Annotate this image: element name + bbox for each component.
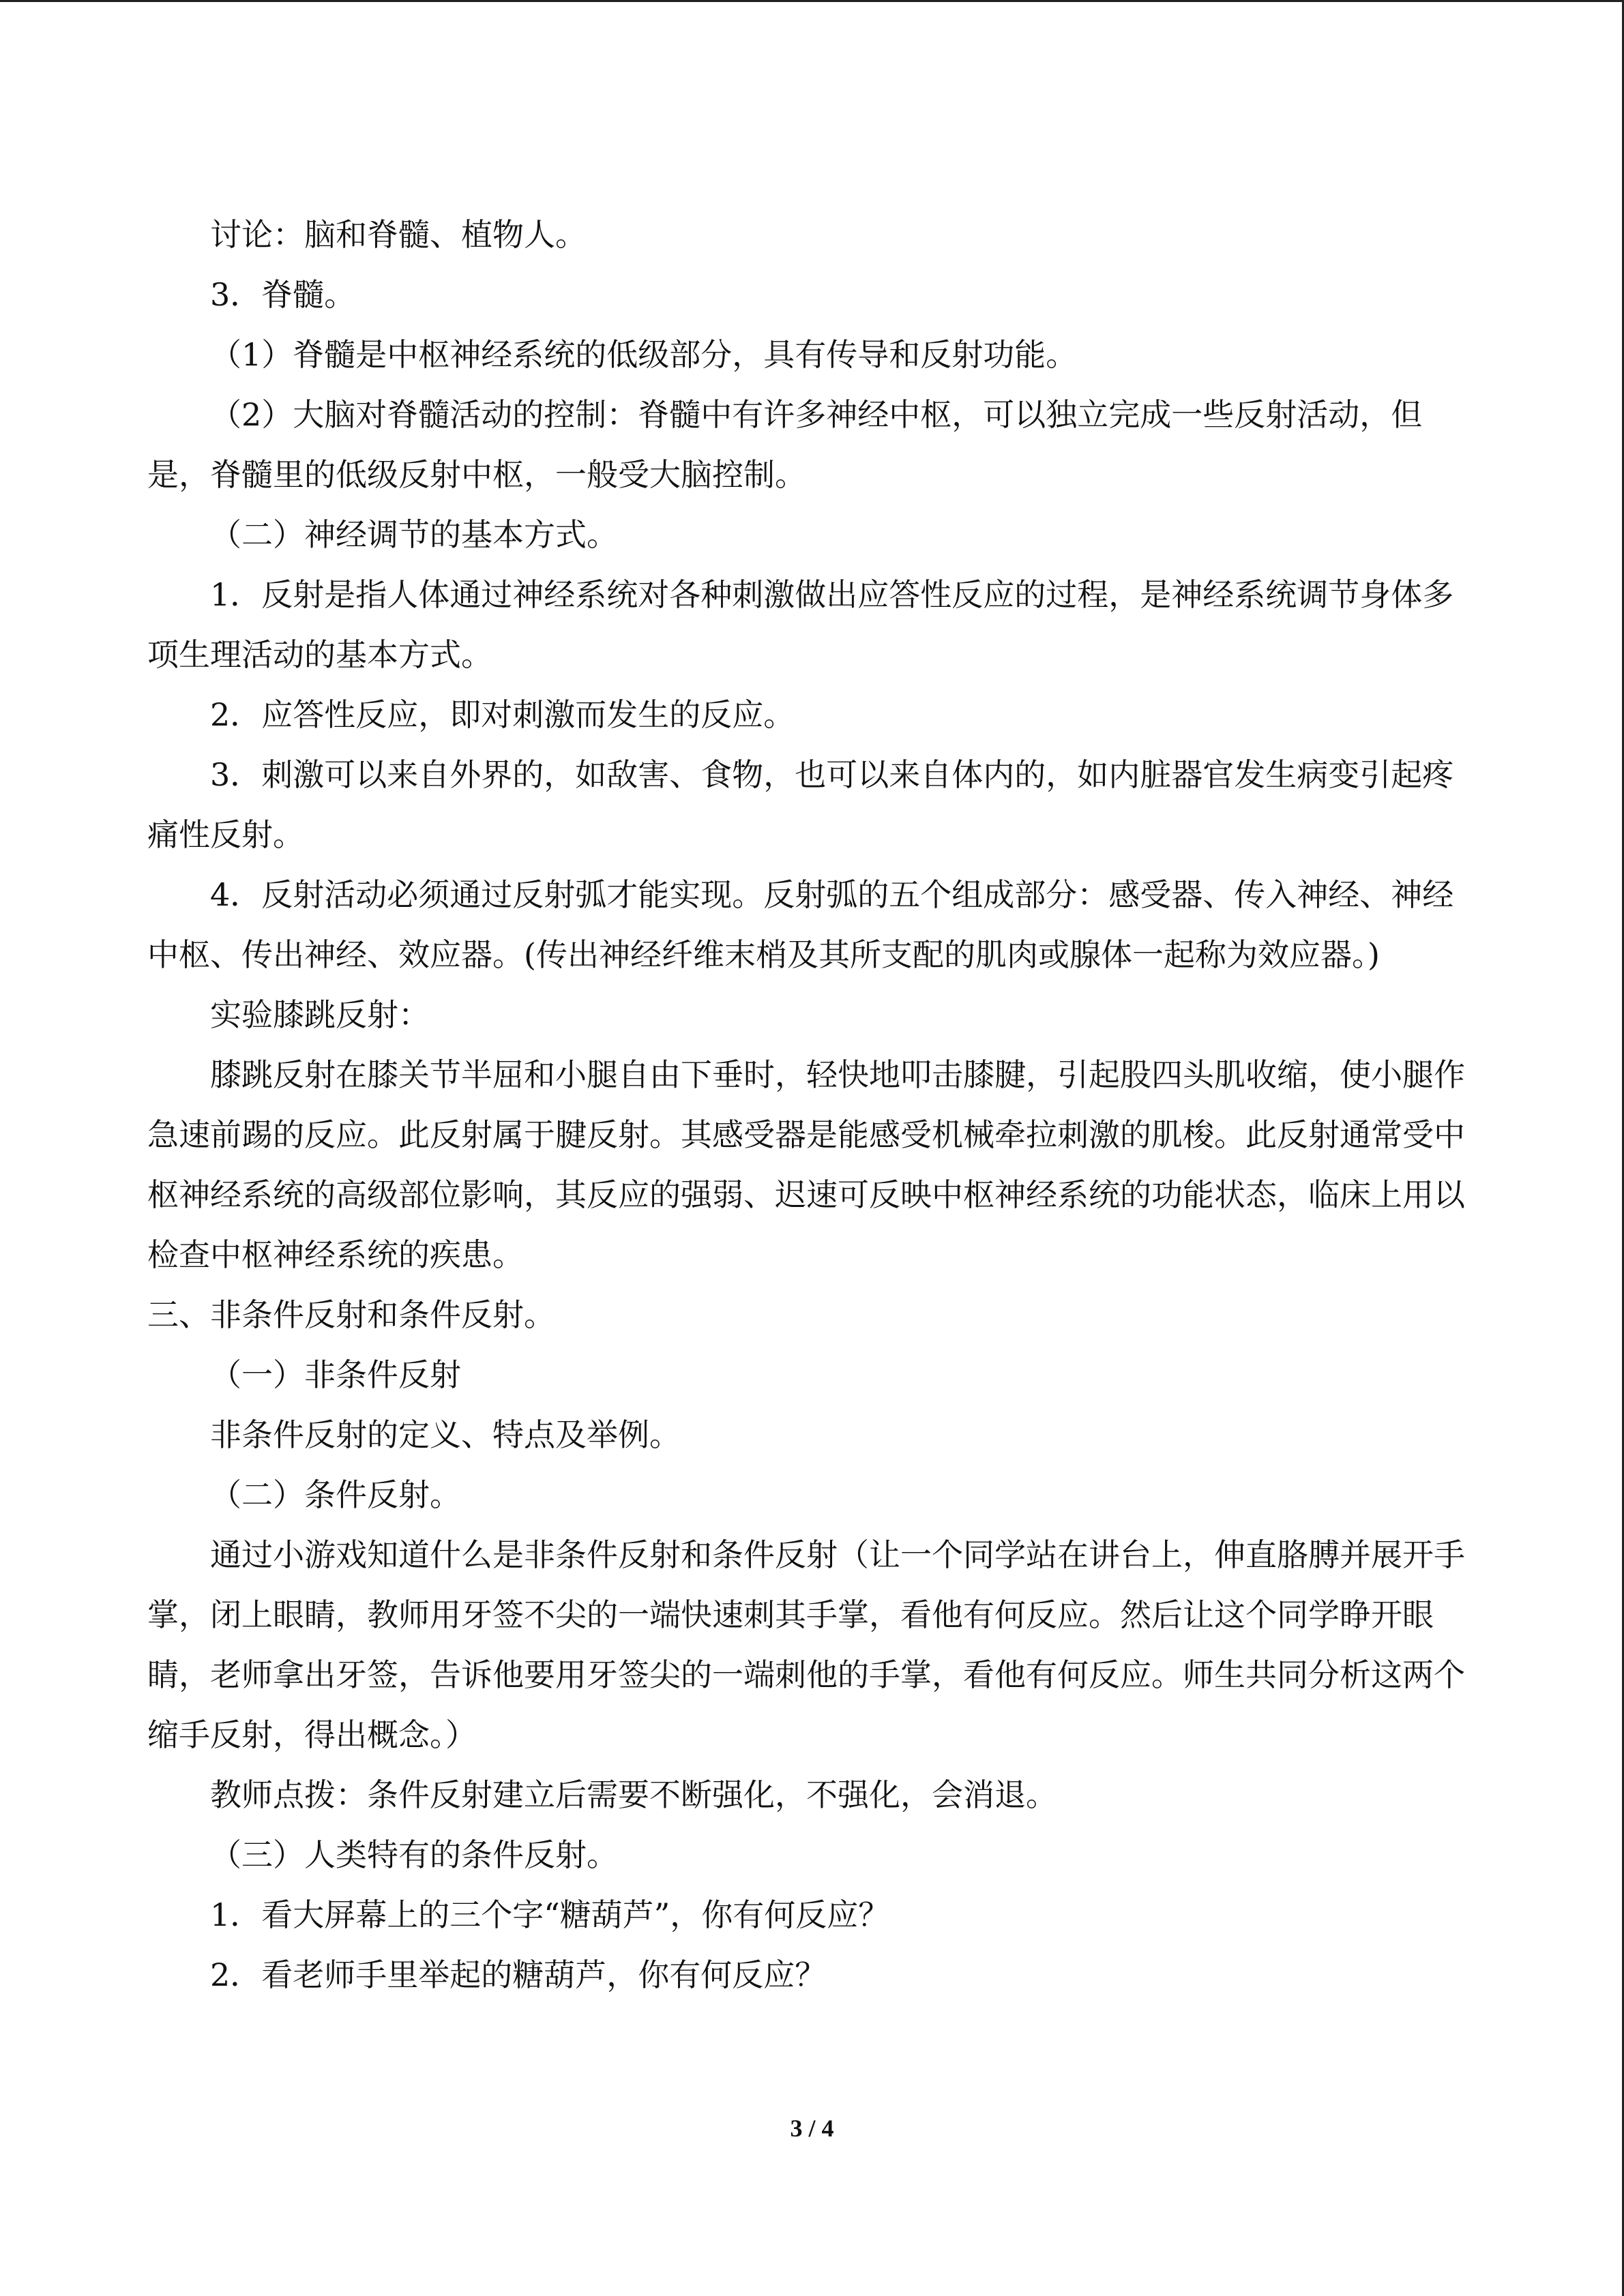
heading-conditioned-reflex: （二）条件反射。	[210, 1476, 461, 1513]
paragraph-reflex-definition: 1．反射是指人体通过神经系统对各种刺激做出应答性反应的过程，是神经系统调节身体多项生理活动的基本方式。	[147, 576, 1454, 673]
heading-human-specific-reflex: （三）人类特有的条件反射。	[210, 1836, 618, 1873]
paragraph-spinal-cord-2: （2）大脑对脊髓活动的控制：脊髓中有许多神经中枢，可以独立完成一些反射活动，但是，脊髓里的低级反射中枢，一般受大脑控制。	[147, 396, 1423, 493]
paragraph-discussion: 讨论：脑和脊髓、植物人。	[210, 216, 587, 253]
paragraph-unconditioned-reflex: 非条件反射的定义、特点及举例。	[210, 1416, 681, 1453]
paragraph-reflex-arc: 4．反射活动必须通过反射弧才能实现。反射弧的五个组成部分：感受器、传入神经、神经中枢、传出神经、效应器。(传出神经纤维末梢及其所支配的肌肉或腺体一起称为效应器。)	[147, 876, 1454, 973]
heading-knee-jerk-experiment: 实验膝跳反射：	[210, 996, 430, 1033]
page-number: 3 / 4	[790, 2115, 834, 2142]
paragraph-stimulus: 3．刺激可以来自外界的，如敌害、食物，也可以来自体内的，如内脏器官发生病变引起疼痛性反射。	[147, 756, 1454, 853]
paragraph-game: 通过小游戏知道什么是非条件反射和条件反射（让一个同学站在讲台上，伸直胳膊并展开手掌，闭上眼睛，教师用牙签不尖的一端快速刺其手掌，看他有何反应。然后让这个同学睁开眼睛，老师拿出牙签，告诉他要用牙签尖的一端刺他的手掌，看他有何反应。师生共同分析这两个缩手反射，得出概念。）	[147, 1536, 1465, 1753]
heading-spinal-cord: 3．脊髓。	[210, 276, 356, 313]
paragraph-response: 2．应答性反应，即对刺激而发生的反应。	[210, 696, 795, 733]
document-body	[147, 205, 1475, 2005]
paragraph-question-1: 1．看大屏幕上的三个字“糖葫芦”，你有何反应？	[210, 1896, 890, 1933]
paragraph-question-2: 2．看老师手里举起的糖葫芦，你有何反应？	[210, 1956, 827, 1993]
heading-unconditioned-reflex: （一）非条件反射	[210, 1356, 461, 1393]
paragraph-teacher-note: 教师点拨：条件反射建立后需要不断强化，不强化，会消退。	[210, 1776, 1057, 1813]
section-heading-reflex-types: 三、非条件反射和条件反射。	[147, 1296, 555, 1333]
paragraph-spinal-cord-1: （1）脊髓是中枢神经系统的低级部分，具有传导和反射功能。	[210, 336, 1078, 373]
paragraph-knee-jerk: 膝跳反射在膝关节半屈和小腿自由下垂时，轻快地叩击膝腱，引起股四头肌收缩，使小腿作急速前踢的反应。此反射属于腱反射。其感受器是能感受机械牵拉刺激的肌梭。此反射通常受中枢神经系统的高级部位影响，其反应的强弱、迟速可反映中枢神经系统的功能状态，临床上用以检查中枢神经系统的疾患。	[147, 1056, 1465, 1273]
heading-neural-regulation: （二）神经调节的基本方式。	[210, 516, 618, 553]
